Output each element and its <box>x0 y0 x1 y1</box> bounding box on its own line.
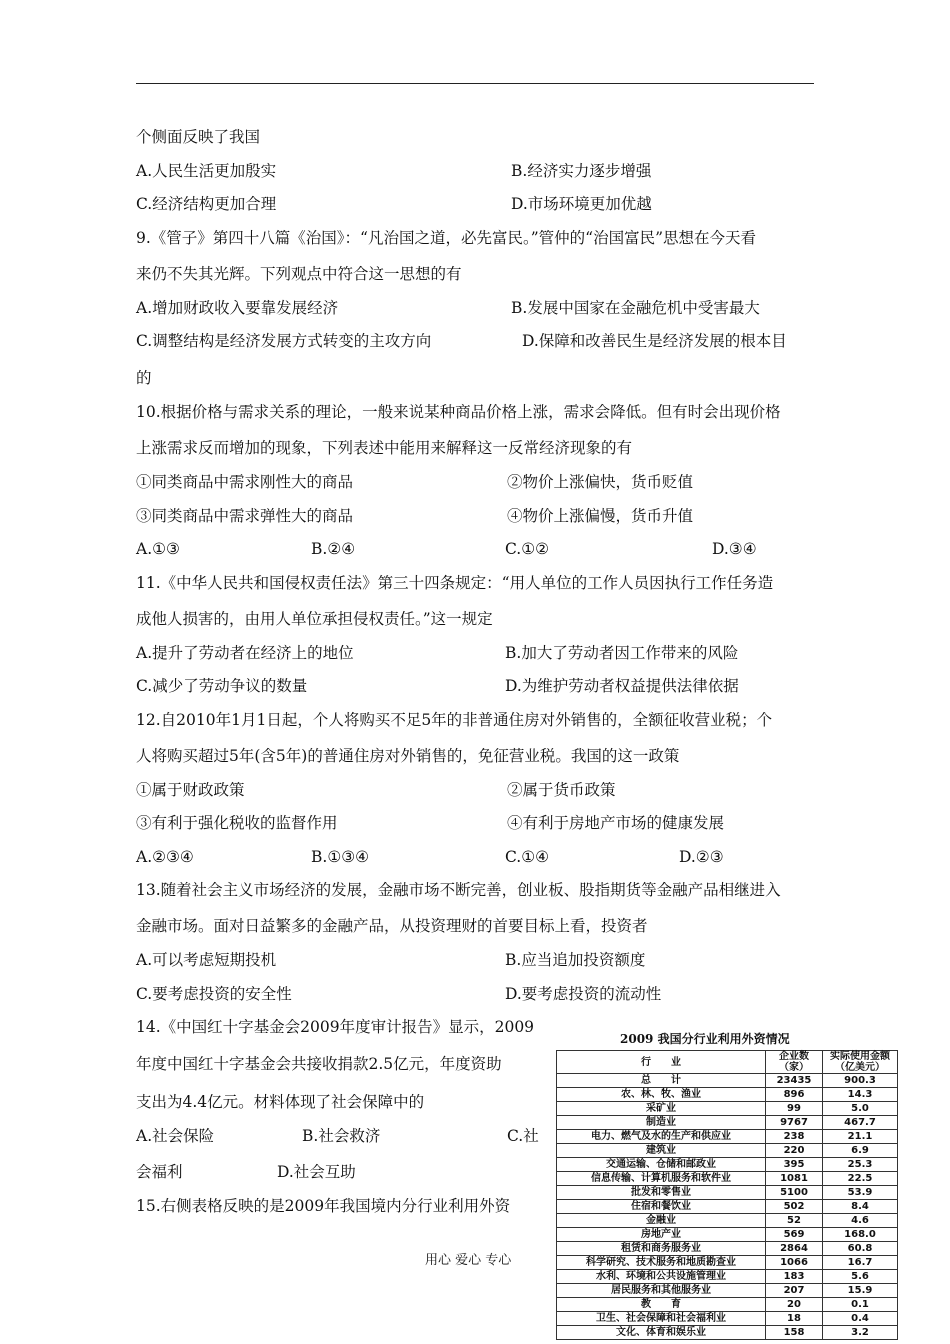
q14-option-c-wrap: 会福利 <box>136 1163 183 1181</box>
q11-option-c: C.减少了劳动争议的数量 <box>136 677 308 695</box>
amount-cell: 60.8 <box>823 1242 898 1256</box>
amount-cell: 22.5 <box>823 1172 898 1186</box>
table-row <box>557 1284 898 1298</box>
page-footer: 用心 爱心 专心 <box>425 1253 512 1268</box>
table-body <box>557 1074 898 1340</box>
enterprise-count-cell: 238 <box>766 1130 823 1144</box>
q14-option-c: C.社 <box>507 1127 539 1145</box>
enterprise-count-cell: 5100 <box>766 1186 823 1200</box>
enterprise-count-cell: 9767 <box>766 1116 823 1130</box>
q14-stem-line1: 14.《中国红十字基金会2009年度审计报告》显示，2009 <box>136 1018 535 1036</box>
enterprise-count-cell: 502 <box>766 1200 823 1214</box>
q10-option-c: C.①② <box>505 540 550 558</box>
q14-stem-line3: 支出为4.4亿元。材料体现了社会保障中的 <box>136 1093 425 1111</box>
q12-stem-line2: 人将购买超过5年(含5年)的普通住房对外销售的，免征营业税。我国的这一政策 <box>136 747 680 765</box>
industry-cell: 租赁和商务服务业 <box>557 1242 766 1256</box>
q8-stem-end: 个侧面反映了我国 <box>136 128 261 146</box>
industry-cell: 水利、环境和公共设施管理业 <box>557 1270 766 1284</box>
industry-foreign-investment-table <box>556 1050 898 1340</box>
industry-cell: 总 计 <box>557 1074 766 1088</box>
table-row <box>557 1186 898 1200</box>
q12-item-4: ④有利于房地产市场的健康发展 <box>507 814 725 832</box>
q14-option-d: D.社会互助 <box>277 1163 356 1181</box>
q13-option-b: B.应当追加投资额度 <box>505 951 646 969</box>
table-row <box>557 1172 898 1186</box>
q10-item-1: ①同类商品中需求刚性大的商品 <box>136 473 354 491</box>
amount-cell: 6.9 <box>823 1144 898 1158</box>
q11-option-d: D.为维护劳动者权益提供法律依据 <box>505 677 739 695</box>
amount-cell: 3.2 <box>823 1326 898 1340</box>
industry-cell: 文化、体育和娱乐业 <box>557 1326 766 1340</box>
amount-cell: 900.3 <box>823 1074 898 1088</box>
table-header-row <box>557 1051 898 1074</box>
enterprise-count-cell: 52 <box>766 1214 823 1228</box>
q12-item-2: ②属于货币政策 <box>507 781 616 799</box>
industry-cell: 电力、燃气及水的生产和供应业 <box>557 1130 766 1144</box>
q13-stem-line1: 13.随着社会主义市场经济的发展，金融市场不断完善，创业板、股指期货等金融产品相继进入 <box>136 881 781 899</box>
q12-option-c: C.①④ <box>505 848 550 866</box>
table-row <box>557 1130 898 1144</box>
enterprise-count-cell: 207 <box>766 1284 823 1298</box>
table-row <box>557 1116 898 1130</box>
amount-cell: 53.9 <box>823 1186 898 1200</box>
industry-cell: 住宿和餐饮业 <box>557 1200 766 1214</box>
q9-stem-line1: 9.《管子》第四十八篇《治国》：“凡治国之道，必先富民。”管仲的“治国富民”思想在今天看 <box>136 229 756 247</box>
amount-cell: 15.9 <box>823 1284 898 1298</box>
enterprise-count-cell: 20 <box>766 1298 823 1312</box>
enterprise-count-cell: 1081 <box>766 1172 823 1186</box>
enterprise-count-cell: 23435 <box>766 1074 823 1088</box>
q9-stem-line2: 来仍不失其光辉。下列观点中符合这一思想的有 <box>136 265 462 283</box>
table-row <box>557 1270 898 1284</box>
enterprise-count-cell: 395 <box>766 1158 823 1172</box>
table-row <box>557 1326 898 1340</box>
industry-cell: 科学研究、技术服务和地质勘查业 <box>557 1256 766 1270</box>
table-row <box>557 1298 898 1312</box>
q9-option-a: A.增加财政收入要靠发展经济 <box>136 299 339 317</box>
enterprise-count-cell: 18 <box>766 1312 823 1326</box>
q13-stem-line2: 金融市场。面对日益繁多的金融产品，从投资理财的首要目标上看，投资者 <box>136 917 648 935</box>
amount-cell: 14.3 <box>823 1088 898 1102</box>
q8-option-c: C.经济结构更加合理 <box>136 195 277 213</box>
amount-cell: 0.1 <box>823 1298 898 1312</box>
table-row <box>557 1102 898 1116</box>
q11-stem-line2: 成他人损害的，由用人单位承担侵权责任。”这一规定 <box>136 610 493 628</box>
q13-option-c: C.要考虑投资的安全性 <box>136 985 292 1003</box>
q11-stem-line1: 11.《中华人民共和国侵权责任法》第三十四条规定：“用人单位的工作人员因执行工作任务造 <box>136 574 774 592</box>
industry-cell: 制造业 <box>557 1116 766 1130</box>
header-enterprise-count: 企业数（家） <box>766 1051 823 1074</box>
table-row <box>557 1088 898 1102</box>
q13-option-d: D.要考虑投资的流动性 <box>505 985 662 1003</box>
header-rule <box>136 83 814 84</box>
header-actual-amount: 实际使用金额（亿美元） <box>823 1051 898 1074</box>
table-row <box>557 1214 898 1228</box>
amount-cell: 4.6 <box>823 1214 898 1228</box>
industry-cell: 卫生、社会保障和社会福利业 <box>557 1312 766 1326</box>
q12-option-a: A.②③④ <box>136 848 194 866</box>
q10-option-a: A.①③ <box>136 540 180 558</box>
industry-cell: 金融业 <box>557 1214 766 1228</box>
enterprise-count-cell: 1066 <box>766 1256 823 1270</box>
amount-cell: 0.4 <box>823 1312 898 1326</box>
header-industry: 行 业 <box>557 1051 766 1074</box>
enterprise-count-cell: 569 <box>766 1228 823 1242</box>
industry-cell: 农、林、牧、渔业 <box>557 1088 766 1102</box>
industry-cell: 居民服务和其他服务业 <box>557 1284 766 1298</box>
amount-cell: 5.6 <box>823 1270 898 1284</box>
enterprise-count-cell: 2864 <box>766 1242 823 1256</box>
q10-item-4: ④物价上涨偏慢，货币升值 <box>507 507 694 525</box>
amount-cell: 25.3 <box>823 1158 898 1172</box>
q10-option-d: D.③④ <box>712 540 757 558</box>
industry-cell: 批发和零售业 <box>557 1186 766 1200</box>
industry-cell: 信息传输、计算机服务和软件业 <box>557 1172 766 1186</box>
industry-cell: 采矿业 <box>557 1102 766 1116</box>
enterprise-count-cell: 158 <box>766 1326 823 1340</box>
q14-stem-line2: 年度中国红十字基金会共接收捐款2.5亿元，年度资助 <box>136 1055 502 1073</box>
industry-cell: 教 育 <box>557 1298 766 1312</box>
amount-cell: 8.4 <box>823 1200 898 1214</box>
q8-option-d: D.市场环境更加优越 <box>511 195 652 213</box>
table-row <box>557 1242 898 1256</box>
q12-item-1: ①属于财政政策 <box>136 781 245 799</box>
q9-option-c: C.调整结构是经济发展方式转变的主攻方向 <box>136 332 432 350</box>
enterprise-count-cell: 220 <box>766 1144 823 1158</box>
q9-option-d-wrap: 的 <box>136 369 152 387</box>
table-row <box>557 1158 898 1172</box>
industry-cell: 房地产业 <box>557 1228 766 1242</box>
amount-cell: 21.1 <box>823 1130 898 1144</box>
q9-option-d: D.保障和改善民生是经济发展的根本目 <box>522 332 787 350</box>
q10-option-b: B.②④ <box>311 540 356 558</box>
q10-stem-line2: 上涨需求反而增加的现象，下列表述中能用来解释这一反常经济现象的有 <box>136 439 633 457</box>
amount-cell: 16.7 <box>823 1256 898 1270</box>
q10-item-2: ②物价上涨偏快，货币贬值 <box>507 473 694 491</box>
table-row <box>557 1256 898 1270</box>
q8-option-a: A.人民生活更加殷实 <box>136 162 277 180</box>
table-row <box>557 1228 898 1242</box>
q14-option-b: B.社会救济 <box>302 1127 381 1145</box>
q10-item-3: ③同类商品中需求弹性大的商品 <box>136 507 354 525</box>
q14-option-a: A.社会保险 <box>136 1127 215 1145</box>
amount-cell: 467.7 <box>823 1116 898 1130</box>
enterprise-count-cell: 896 <box>766 1088 823 1102</box>
amount-cell: 5.0 <box>823 1102 898 1116</box>
q13-option-a: A.可以考虑短期投机 <box>136 951 277 969</box>
q12-option-d: D.②③ <box>679 848 724 866</box>
q11-option-b: B.加大了劳动者因工作带来的风险 <box>505 644 739 662</box>
q8-option-b: B.经济实力逐步增强 <box>511 162 652 180</box>
q10-stem-line1: 10.根据价格与需求关系的理论，一般来说某种商品价格上涨，需求会降低。但有时会出现价格 <box>136 403 781 421</box>
industry-cell: 建筑业 <box>557 1144 766 1158</box>
table-title: 2009 我国分行业利用外资情况 <box>620 1032 790 1046</box>
table-row <box>557 1144 898 1158</box>
table-row <box>557 1074 898 1088</box>
amount-cell: 168.0 <box>823 1228 898 1242</box>
q15-stem-line1: 15.右侧表格反映的是2009年我国境内分行业利用外资 <box>136 1197 511 1215</box>
table-row <box>557 1312 898 1326</box>
enterprise-count-cell: 183 <box>766 1270 823 1284</box>
table-row <box>557 1200 898 1214</box>
q9-option-b: B.发展中国家在金融危机中受害最大 <box>511 299 760 317</box>
q12-item-3: ③有利于强化税收的监督作用 <box>136 814 338 832</box>
industry-cell: 交通运输、仓储和邮政业 <box>557 1158 766 1172</box>
q12-option-b: B.①③④ <box>311 848 370 866</box>
q12-stem-line1: 12.自2010年1月1日起，个人将购买不足5年的非普通住房对外销售的，全额征收营业税；个 <box>136 711 773 729</box>
enterprise-count-cell: 99 <box>766 1102 823 1116</box>
q11-option-a: A.提升了劳动者在经济上的地位 <box>136 644 354 662</box>
